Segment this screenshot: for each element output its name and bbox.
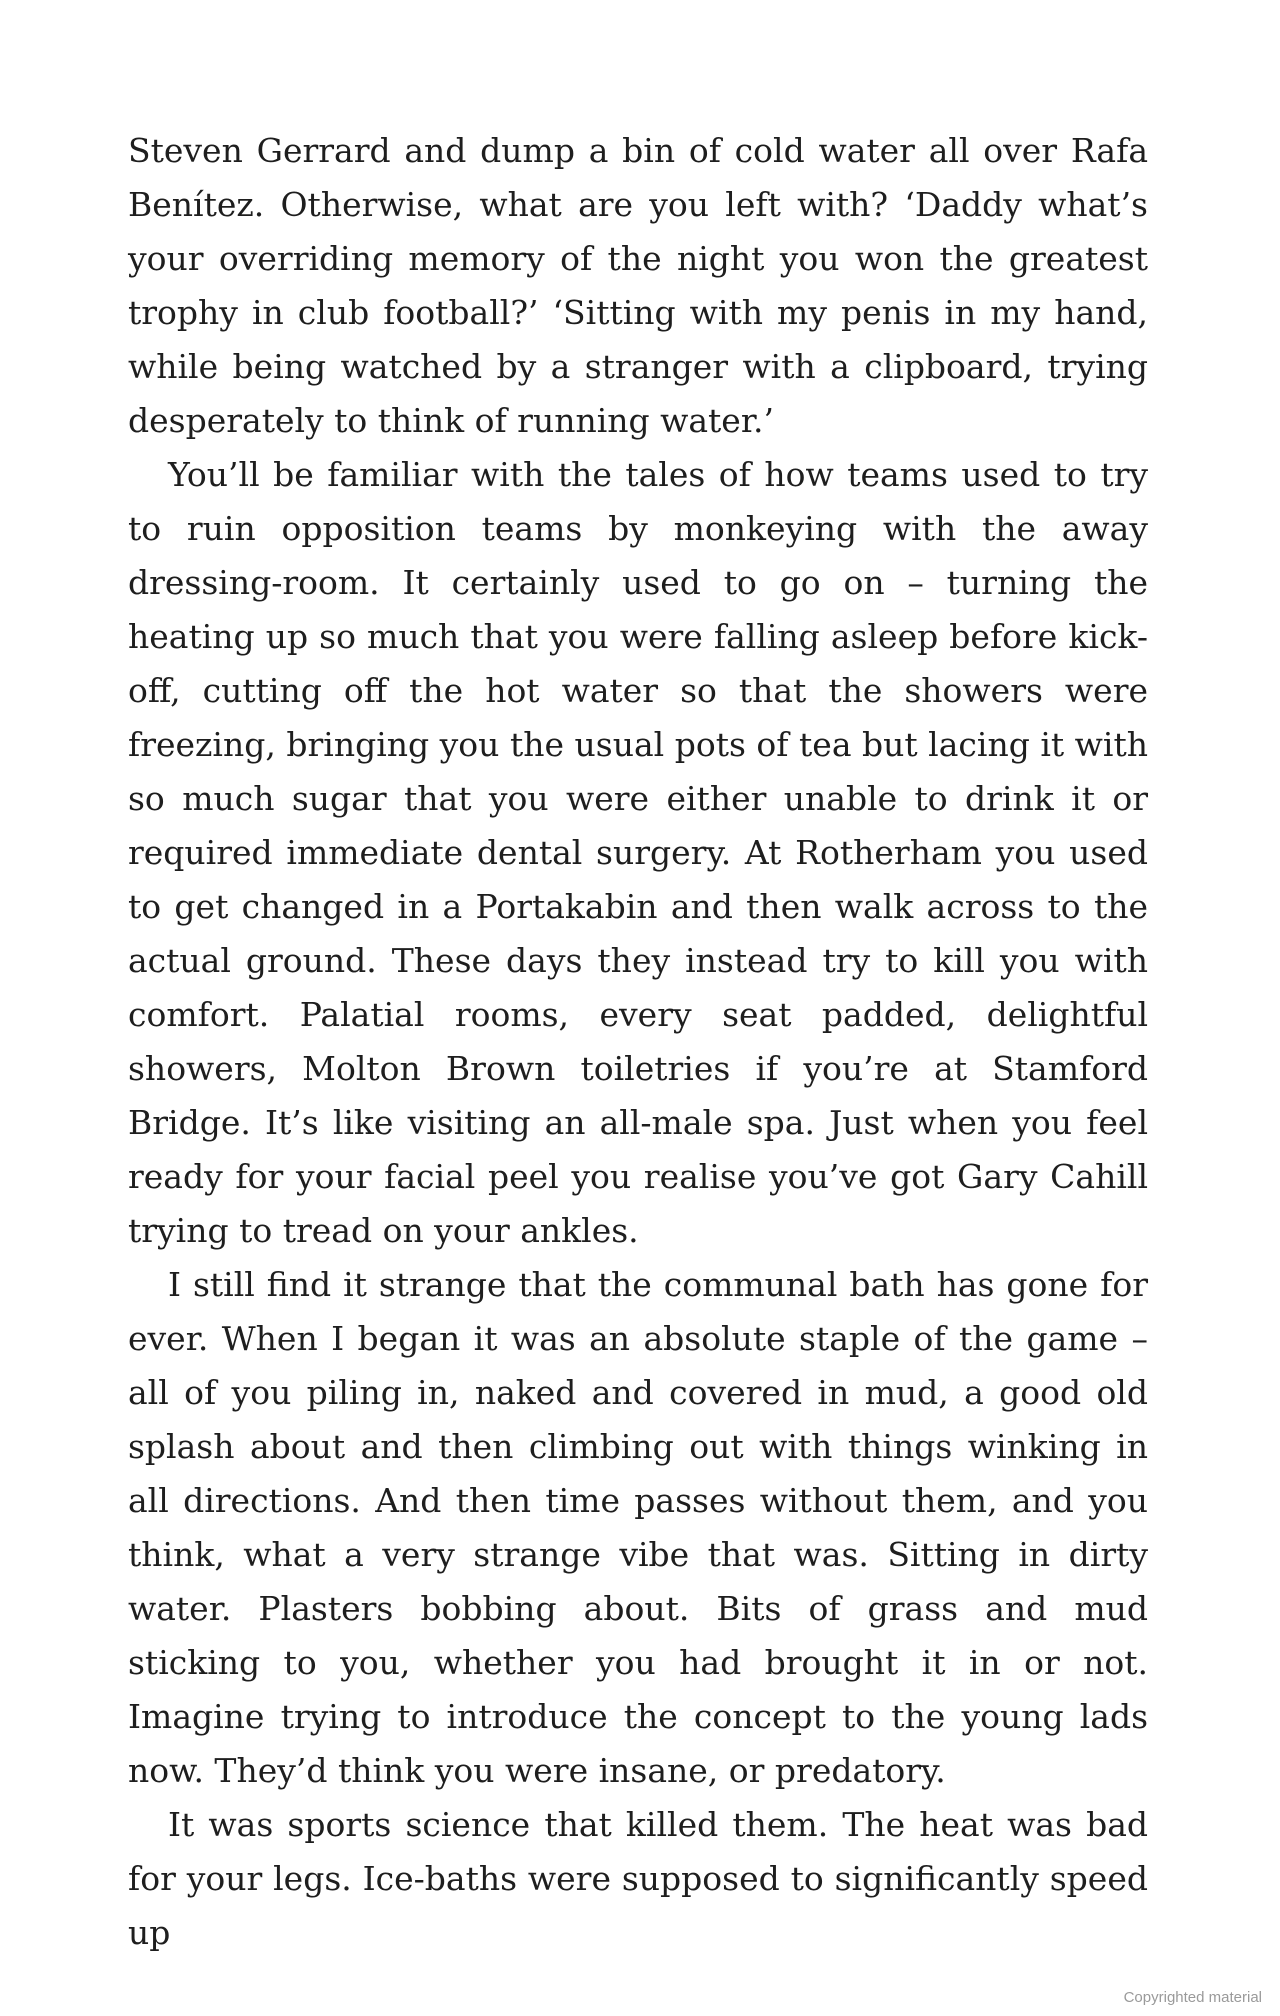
- paragraph-1: Steven Gerrard and dump a bin of cold water all over Rafa Benítez. Otherwise, what are you left with? ‘Daddy what’s your overriding memory of the night you won the greatest trophy in club football?’ ‘Sitting with my penis in my hand, while being watched by a stranger with a clipboard, trying desperately to think of running water.’: [128, 131, 1148, 440]
- paragraph-3: I still find it strange that the communal bath has gone for ever. When I began it was an absolute staple of the game – all of you piling in, naked and covered in mud, a good old splash about and then climbing out with things winking in all directions. And then time passes without them, and you think, what a very strange vibe that was. Sitting in dirty water. Plasters bobbing about. Bits of grass and mud sticking to you, whether you had brought it in or not. Imagine trying to introduce the concept to the young lads now. They’d think you were insane, or predatory.: [128, 1265, 1148, 1790]
- paragraph-4: It was sports science that killed them. The heat was bad for your legs. Ice-baths were supposed to significantly speed up: [128, 1805, 1148, 1952]
- paragraph-2: You’ll be familiar with the tales of how teams used to try to ruin opposition teams by monkeying with the away dressing-room. It certainly used to go on – turning the heating up so much that you were falling asleep before kick-off, cutting off the hot water so that the showers were freezing, bringing you the usual pots of tea but lacing it with so much sugar that you were either unable to drink it or required immediate dental surgery. At Rotherham you used to get changed in a Portakabin and then walk across to the actual ground. These days they instead try to kill you with comfort. Palatial rooms, every seat padded, delightful showers, Molton Brown toiletries if you’re at Stamford Bridge. It’s like visiting an all-male spa. Just when you feel ready for your facial peel you realise you’ve got Gary Cahill trying to tread on your ankles.: [128, 455, 1148, 1250]
- book-page: [128, 124, 1148, 1960]
- copyright-watermark: Copyrighted material: [1123, 1989, 1262, 2006]
